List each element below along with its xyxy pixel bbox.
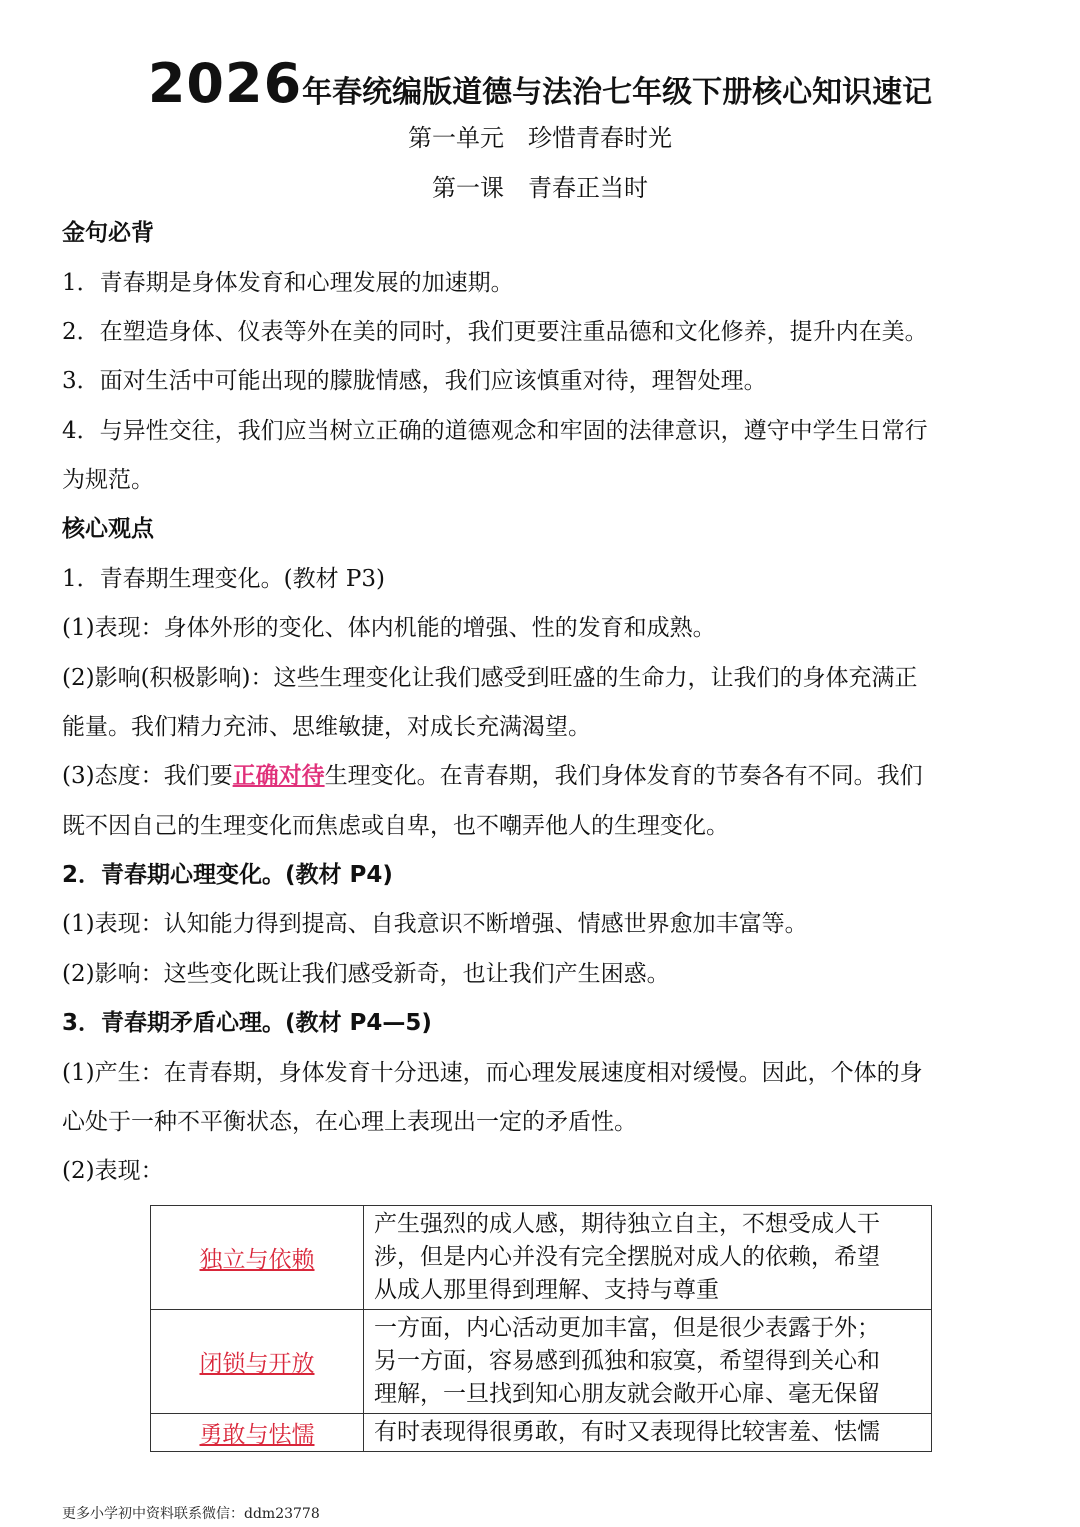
lesson-heading: 第一课 青春正当时 [432,174,648,202]
point-text: (2)表现： [62,1158,164,1184]
highlight-keyword: 正确对待 [232,762,325,789]
point-text: 能量。我们精力充沛、思维敏捷，对成长充满渴望。 [62,714,591,740]
title-text: 年春统编版道德与法治七年级下册核心知识速记 [302,75,933,110]
golden-item: 1．青春期是身体发育和心理发展的加速期。 [62,270,514,296]
point-title: 1．青春期生理变化。(教材 P3) [62,566,385,592]
table-desc-line: 一方面，内心活动更加丰富，但是很少表露于外； [374,1315,880,1341]
golden-heading: 金句必背 [62,220,154,246]
table-desc-line: 另一方面，容易感到孤独和寂寞，希望得到关心和 [374,1348,880,1374]
table-row [151,1310,932,1414]
table-desc-line: 有时表现得很勇敢，有时又表现得比较害羞、怯懦 [374,1419,880,1445]
golden-item: 2．在塑造身体、仪表等外在美的同时，我们更要注重品德和文化修养，提升内在美。 [62,319,928,345]
unit-heading: 第一单元 珍惜青春时光 [408,124,672,152]
golden-item: 3．面对生活中可能出现的朦胧情感，我们应该慎重对待，理智处理。 [62,368,767,394]
point-text-post: 生理变化。在青春期，我们身体发育的节奏各有不同。我们 [324,763,923,789]
table-key: 闭锁与开放 [151,1310,364,1414]
table-key: 独立与依赖 [151,1206,364,1310]
contradiction-table [150,1205,932,1452]
table-row [151,1414,932,1452]
table-desc-line: 从成人那里得到理解、支持与尊重 [374,1277,719,1303]
point-text: 既不因自己的生理变化而焦虑或自卑，也不嘲弄他人的生理变化。 [62,813,729,839]
point-text: (1)产生：在青春期，身体发育十分迅速，而心理发展速度相对缓慢。因此，个体的身 [62,1060,923,1086]
table-desc-line: 产生强烈的成人感，期待独立自主，不想受成人干 [374,1211,880,1237]
point-text: (1)表现：身体外形的变化、体内机能的增强、性的发育和成熟。 [62,615,716,641]
table-key: 勇敢与怯懦 [151,1414,364,1452]
golden-item: 4．与异性交往，我们应当树立正确的道德观念和牢固的法律意识，遵守中学生日常行 [62,418,928,444]
core-heading: 核心观点 [62,516,154,542]
table-desc [364,1310,932,1414]
table-desc [364,1414,932,1452]
point-text: 心处于一种不平衡状态，在心理上表现出一定的矛盾性。 [62,1109,637,1135]
footer-contact: 更多小学初中资料联系微信：ddm23778 [62,1506,320,1522]
table-desc [364,1206,932,1310]
point-title: 3．青春期矛盾心理。(教材 P4—5) [62,1010,432,1036]
point-text: (2)影响：这些变化既让我们感受新奇，也让我们产生困惑。 [62,961,670,987]
table-desc-line: 涉，但是内心并没有完全摆脱对成人的依赖，希望 [374,1244,880,1270]
point-text: (2)影响(积极影响)：这些生理变化让我们感受到旺盛的生命力，让我们的身体充满正 [62,665,918,691]
point-text: (1)表现：认知能力得到提高、自我意识不断增强、情感世界愈加丰富等。 [62,911,808,937]
point-text-pre: (3)态度：我们要 [62,763,233,789]
table-row [151,1206,932,1310]
document-title [0,52,1080,115]
table-desc-line: 理解，一旦找到知心朋友就会敞开心扉、毫无保留 [374,1381,880,1407]
title-year: 2026 [147,52,303,115]
golden-item-cont: 为规范。 [62,467,154,493]
point-title: 2．青春期心理变化。(教材 P4) [62,862,393,888]
point-text [62,761,1022,791]
